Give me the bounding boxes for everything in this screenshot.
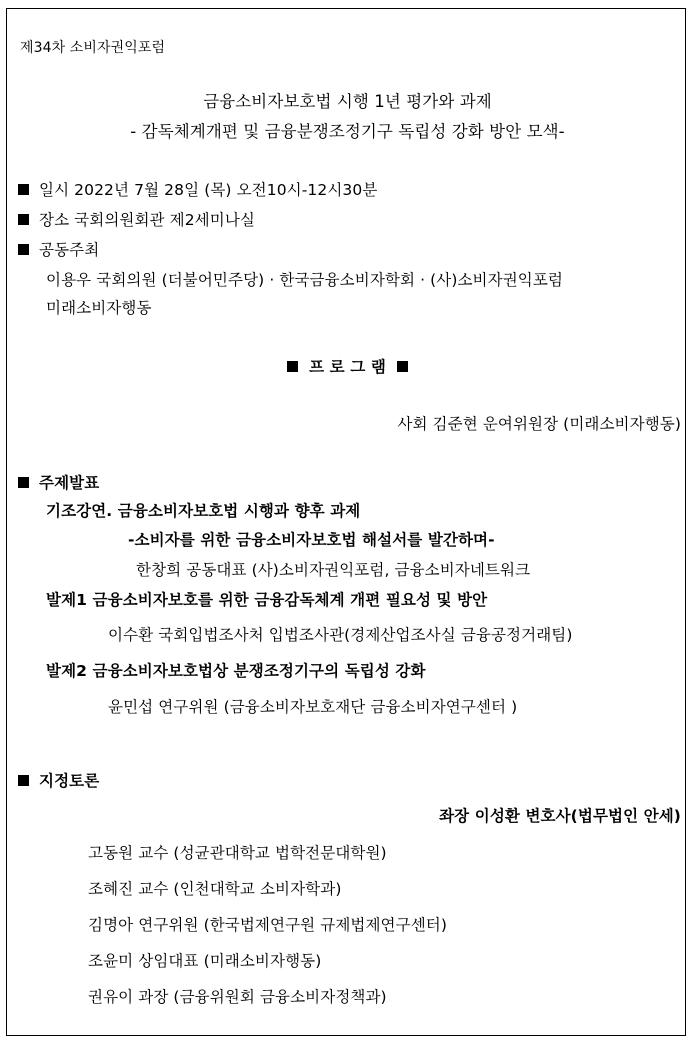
panelist-3: 김명아 연구위원 (한국법제연구원 규제법제연구센터) — [88, 916, 447, 934]
keynote-title: 기조강연. 금융소비자보호법 시행과 향후 과제 — [46, 502, 361, 520]
hosts-line-1: 이용우 국회의원 (더불어민주당) · 한국금융소비자학회 · (사)소비자권익포럼 — [46, 271, 563, 289]
place-line — [18, 210, 255, 230]
talk1-title: 발제1 금융소비자보호를 위한 금융감독체계 개편 필요성 및 방안 — [46, 591, 488, 609]
talk2-title: 발제2 금융소비자보호법상 분쟁조정기구의 독립성 강화 — [46, 662, 426, 680]
talk2-speaker: 윤민섭 연구위원 (금융소비자보호재단 금융소비자연구센터 ) — [108, 698, 518, 716]
bullet-square-icon — [18, 775, 29, 786]
program-heading — [0, 357, 695, 377]
hosts-label: 공동주최 — [39, 241, 100, 259]
event-subtitle: - 감독체계개편 및 금융분쟁조정기구 독립성 강화 방안 모색- — [130, 122, 565, 141]
panelist-2: 조혜진 교수 (인천대학교 소비자학과) — [88, 880, 342, 898]
place-text: 장소 국회의원회관 제2세미나실 — [39, 211, 255, 229]
hosts-line-2: 미래소비자행동 — [46, 299, 152, 317]
discussion-chair: 좌장 이성환 변호사(법무법인 안세) — [439, 807, 681, 825]
bullet-square-icon — [18, 184, 29, 195]
presentations-heading — [18, 473, 99, 493]
talk1-speaker: 이수환 국회입법조사처 입법조사관(경제산업조사실 금융공정거래팀) — [108, 626, 573, 644]
program-heading-text: 프 로 그 램 — [309, 358, 386, 376]
keynote-speaker: 한창희 공동대표 (사)소비자권익포럼, 금융소비자네트워크 — [136, 561, 531, 579]
event-title: 금융소비자보호법 시행 1년 평가와 과제 — [203, 92, 492, 111]
bullet-square-icon — [18, 477, 29, 488]
square-icon — [397, 361, 408, 372]
date-line — [18, 180, 377, 200]
bullet-square-icon — [18, 214, 29, 225]
keynote-subtitle: -소비자를 위한 금융소비자보호법 해설서를 발간하며- — [128, 531, 495, 549]
panelist-4: 조윤미 상임대표 (미래소비자행동) — [88, 952, 322, 970]
bullet-square-icon — [18, 244, 29, 255]
panelist-1: 고동원 교수 (성균관대학교 법학전문대학원) — [88, 844, 387, 862]
date-text: 일시 2022년 7월 28일 (목) 오전10시-12시30분 — [39, 181, 378, 199]
forum-series: 제34차 소비자권익포럼 — [20, 40, 166, 56]
discussion-heading — [18, 771, 99, 791]
presentations-heading-text: 주제발표 — [39, 474, 100, 492]
square-icon — [287, 361, 298, 372]
hosts-label-line — [18, 240, 99, 260]
panelist-5: 권유이 과장 (금융위원회 금융소비자정책과) — [88, 988, 387, 1006]
moderator: 사회 김준현 운여위원장 (미래소비자행동) — [397, 415, 681, 433]
discussion-heading-text: 지정토론 — [39, 772, 100, 790]
